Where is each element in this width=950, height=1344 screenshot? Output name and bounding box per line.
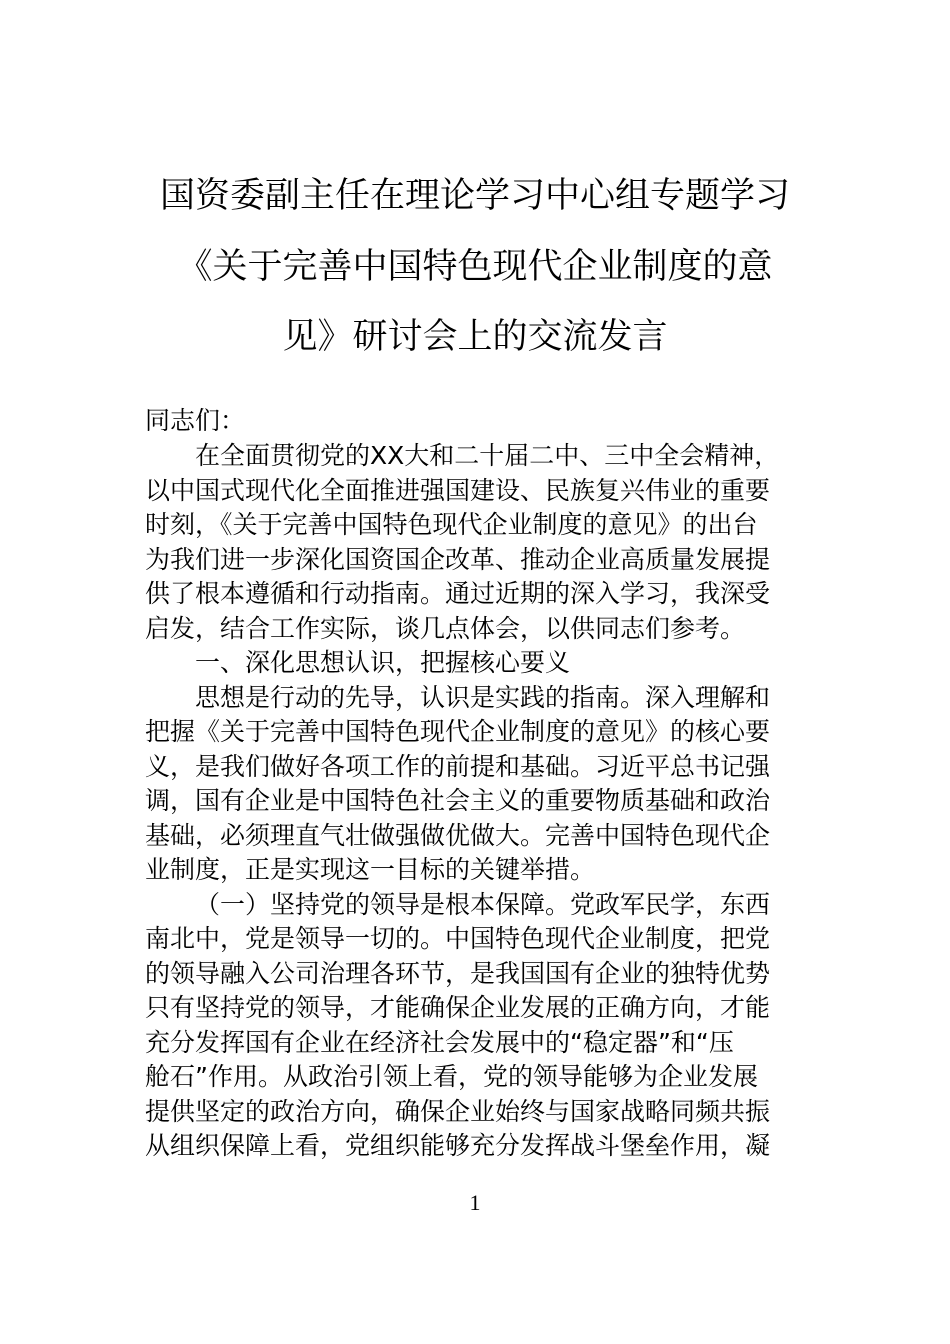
paragraph-line: 以中国式现代化全面推进强国建设、民族复兴伟业的重要 (145, 476, 771, 505)
paragraph-line: 启发，结合工作实际，谈几点体会，以供同志们参考。 (145, 614, 746, 643)
paragraph-line: 在全面贯彻党的XX大和二十届二中、三中全会精神， (195, 441, 780, 470)
paragraph-line: 业制度，正是实现这一目标的关键举措。 (145, 855, 596, 884)
title-line-1: 国资委副主任在理论学习中心组专题学习 (159, 176, 790, 216)
paragraph-line: 从组织保障上看，党组织能够充分发挥战斗堡垒作用，凝 (145, 1131, 771, 1160)
paragraph-line: 供了根本遵循和行动指南。通过近期的深入学习，我深受 (145, 579, 771, 608)
paragraph-line: 舱石”作用。从政治引领上看，党的领导能够为企业发展 (145, 1062, 758, 1091)
paragraph-line: 提供坚定的政治方向，确保企业始终与国家战略同频共振 (145, 1097, 771, 1126)
section-heading: 一、深化思想认识，把握核心要义 (195, 648, 571, 677)
paragraph-line: 思想是行动的先导，认识是实践的指南。深入理解和 (195, 683, 771, 712)
salutation: 同志们： (145, 406, 246, 435)
paragraph-line: 义，是我们做好各项工作的前提和基础。习近平总书记强 (145, 752, 771, 781)
paragraph-line: 调，国有企业是中国特色社会主义的重要物质基础和政治 (145, 786, 771, 815)
paragraph-line: 的领导融入公司治理各环节，是我国国有企业的独特优势 (145, 959, 771, 988)
paragraph-line: 南北中，党是领导一切的。中国特色现代企业制度，把党 (145, 924, 771, 953)
paragraph-line: 把握《关于完善中国特色现代企业制度的意见》的核心要 (145, 717, 771, 746)
title-line-3: 见》研讨会上的交流发言 (282, 317, 668, 357)
page-number: 1 (469, 1190, 481, 1215)
title-line-2: 《关于完善中国特色现代企业制度的意 (177, 247, 773, 287)
paragraph-line: 充分发挥国有企业在经济社会发展中的“稳定器”和“压 (145, 1028, 734, 1057)
paragraph-line: 为我们进一步深化国资国企改革、推动企业高质量发展提 (145, 545, 771, 574)
paragraph-line: 时刻，《关于完善中国特色现代企业制度的意见》的出台 (145, 510, 758, 539)
paragraph-line: 基础，必须理直气壮做强做优做大。完善中国特色现代企 (145, 821, 771, 850)
paragraph-line: 只有坚持党的领导，才能确保企业发展的正确方向，才能 (145, 993, 771, 1022)
paragraph-line: （一）坚持党的领导是根本保障。党政军民学，东西 (195, 890, 771, 919)
